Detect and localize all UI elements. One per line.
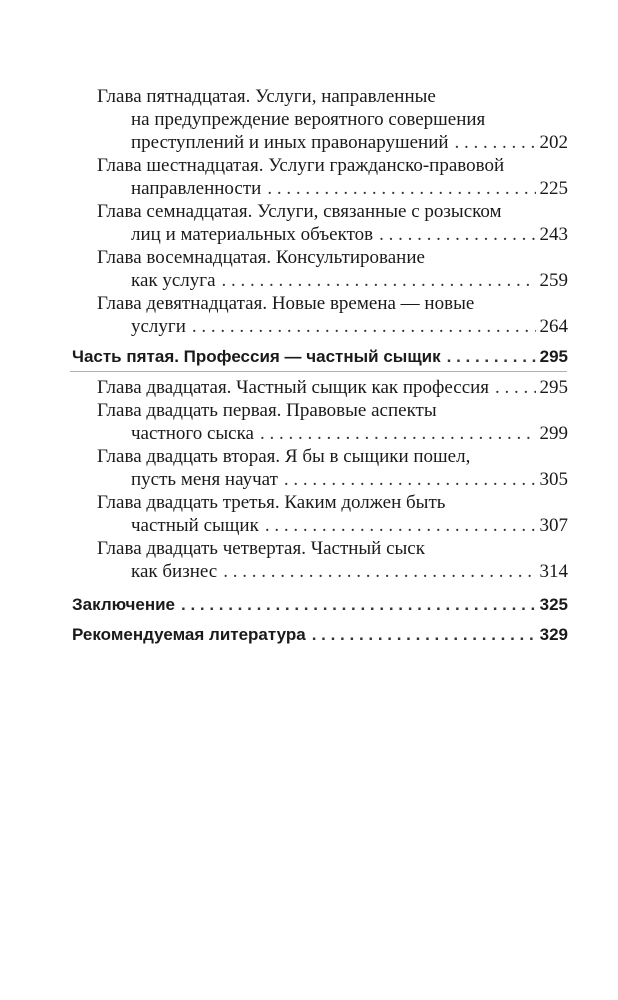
toc-part-title: Часть пятая. Профессия — частный сыщик [72,347,441,366]
toc-page-number: 202 [539,132,568,153]
toc-page-number: 225 [539,178,568,199]
toc-entry-title: Глава девятнадцатая. Новые времена — новые [97,293,475,314]
toc-entry-title: Глава двадцатая. Частный сыщик как профессия [97,377,490,398]
toc-page-number: 329 [539,625,568,644]
toc-part-line [72,623,568,646]
dot-leader [284,468,536,491]
toc-entry-title: Глава пятнадцатая. Услуги, направленные [97,86,436,107]
toc-entry-title-continued: услуги [131,316,186,337]
toc-entry-last-line [131,131,568,154]
dot-leader [495,376,535,399]
section-divider [70,371,567,372]
toc-entry-title-continued: на предупреждение вероятного совершения [131,109,486,130]
dot-leader [192,315,536,338]
toc-section-title: Рекомендуемая литература [72,625,306,644]
toc-entry-title: Глава двадцать четвертая. Частный сыск [97,538,425,559]
toc-entry-title: Глава двадцать вторая. Я бы в сыщики пошел, [97,446,471,467]
dot-leader [455,131,536,154]
dot-leader [267,177,535,200]
toc-entry-title-continued: частного сыска [131,423,254,444]
toc-entry-last-line [131,177,568,200]
dot-leader [265,514,536,537]
toc-entry-title-continued: как услуга [131,270,216,291]
dot-leader [222,269,536,292]
toc-page-number: 325 [539,595,568,614]
toc-page-number: 305 [539,469,568,490]
toc-entry-title: Глава двадцать третья. Каким должен быть [97,492,446,513]
toc-entry-last-line [131,269,568,292]
toc-entry-title: Глава семнадцатая. Услуги, связанные с розыском [97,201,502,222]
toc-page-number: 243 [539,224,568,245]
dot-leader [447,345,536,368]
toc-entry-last-line [131,223,568,246]
toc-part-line [72,593,568,616]
toc-entry-title-continued: преступлений и иных правонарушений [131,132,449,153]
toc-page-number: 295 [539,377,568,398]
toc-section-title: Заключение [72,595,175,614]
toc-page-number: 295 [539,347,568,366]
toc-entry-title-continued: как бизнес [131,561,218,582]
toc-entry-last-line [131,514,568,537]
dot-leader [260,422,536,445]
dot-leader [379,223,535,246]
toc-entry-title-continued: лиц и материальных объектов [131,224,374,245]
toc-entry-last-line [131,560,568,583]
toc-entry-title-continued: пусть меня научат [131,469,278,490]
toc-page-number: 314 [539,561,568,582]
toc-entry-last-line [131,422,568,445]
toc-page-number: 299 [539,423,568,444]
toc-entry-title: Глава двадцать первая. Правовые аспекты [97,400,437,421]
toc-entry-title-continued: частный сыщик [131,515,259,536]
toc-page-number: 259 [539,270,568,291]
toc-entry-title-continued: направленности [131,178,262,199]
dot-leader [223,560,535,583]
toc-page-number: 307 [539,515,568,536]
toc-entry-last-line [131,468,568,491]
toc-part-line [72,345,568,368]
dot-leader [312,623,536,646]
dot-leader [181,593,536,616]
toc-page-number: 264 [539,316,568,337]
toc-entry-title: Глава шестнадцатая. Услуги гражданско-правовой [97,155,505,176]
toc-entry-last-line [131,315,568,338]
toc-entry-last-line [97,376,568,399]
toc-entry-title: Глава восемнадцатая. Консультирование [97,247,425,268]
